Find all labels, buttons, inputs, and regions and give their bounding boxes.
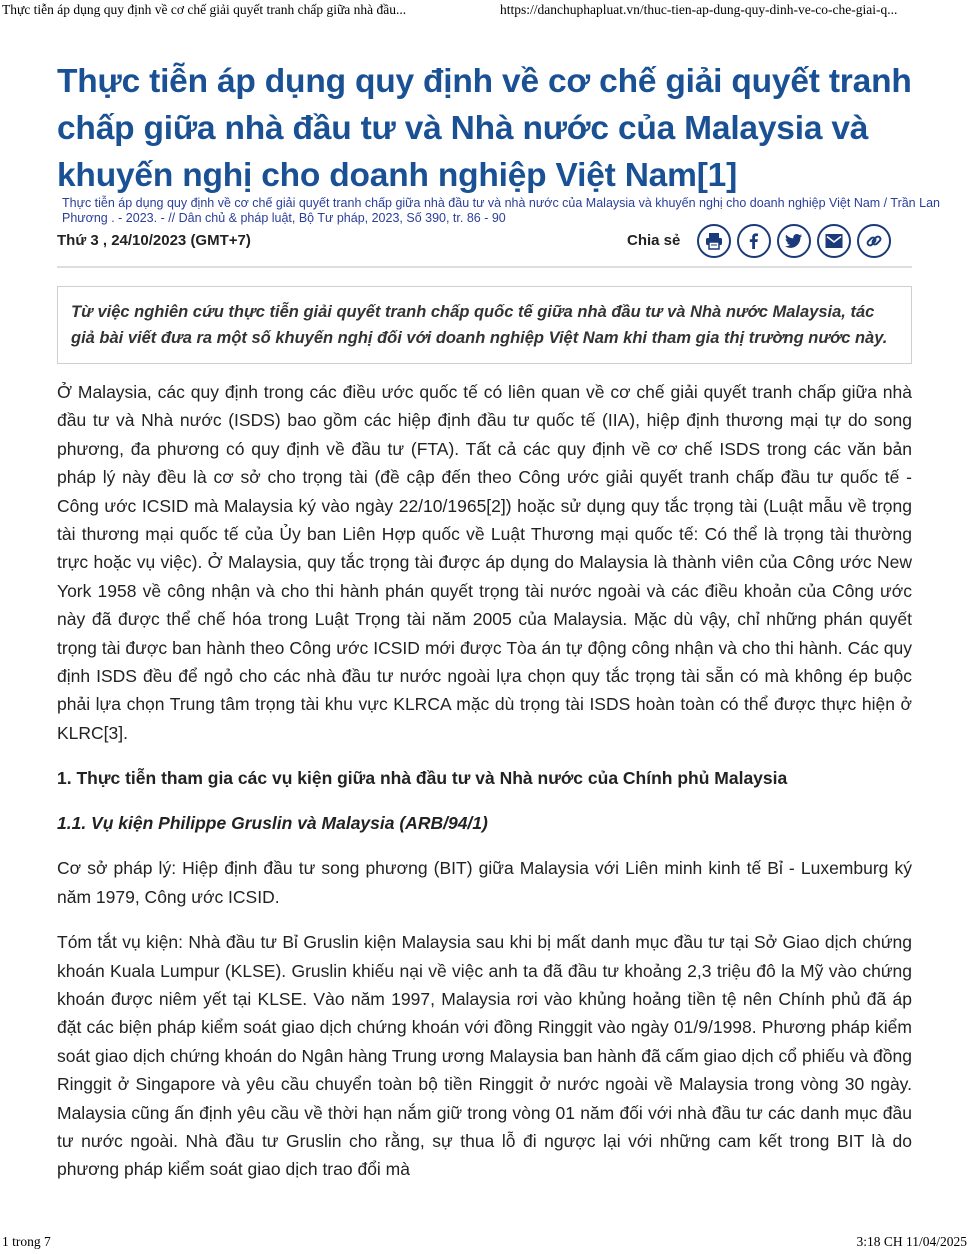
article	[57, 58, 940, 1180]
twitter-icon[interactable]	[777, 224, 811, 258]
paragraph: Tóm tắt vụ kiện: Nhà đầu tư Bỉ Gruslin kiện Malaysia sau khi bị mất danh mục đầu tư tại Sở Giao dịch chứng khoán Kuala Lumpur (KLSE). Gruslin khiếu nại về việc anh ta đã đầu tư khoảng 2,3 triệu đô la Mỹ vào chứng khoán được niêm yết tại KLSE. Vào năm 1997, Malaysia rơi vào khủng hoảng tiền tệ nên Chính phủ đã áp đặt các biện pháp kiểm soát giao dịch chứng khoán với đồng Ringgit vào ngày 01/9/1998. Phương pháp kiểm soát giao dịch chứng khoán do Ngân hàng Trung ương Malaysia ban hành đã cấm giao dịch cổ phiếu và đồng Ringgit ở Singapore và yêu cầu chuyển toàn bộ tiền Ringgit ở nước ngoài về Malaysia trong vòng 30 ngày. Malaysia cũng ấn định yêu cầu về thời hạn nắm giữ trong vòng 01 năm đối với nhà đầu tư các danh mục đầu tư nước ngoài. Nhà đầu tư Gruslin cho rằng, sự thua lỗ đi ngược lại với những cam kết trong BIT là do phương pháp kiểm soát giao dịch trao đổi mà	[57, 932, 912, 1180]
meta-row	[57, 230, 912, 270]
article-body	[57, 378, 912, 1201]
print-timestamp: 3:18 CH 11/04/2025	[856, 1234, 967, 1249]
subsection-heading: 1.1. Vụ kiện Philippe Gruslin và Malaysia (ARB/94/1)	[57, 813, 488, 834]
paragraph: Cơ sở pháp lý: Hiệp định đầu tư song phương (BIT) giữa Malaysia với Liên minh kinh tế Bỉ - Luxemburg ký năm 1979, Công ước ICSID.	[57, 858, 912, 907]
share-label: Chia sẻ	[627, 232, 681, 249]
page-counter: 1 trong 7	[2, 1234, 51, 1249]
section-heading: 1. Thực tiễn tham gia các vụ kiện giữa nhà đầu tư và Nhà nước của Chính phủ Malaysia	[57, 768, 788, 789]
link-icon[interactable]	[857, 224, 891, 258]
printer-icon[interactable]	[697, 224, 731, 258]
article-title	[57, 58, 912, 199]
divider	[57, 266, 912, 268]
print-header-url: https://danchuphapluat.vn/thuc-tien-ap-dung-quy-dinh-ve-co-che-giai-q...	[500, 2, 898, 17]
citation-link[interactable]	[62, 196, 967, 226]
print-header	[2, 2, 967, 20]
article-title-line: Thực tiễn áp dụng quy định về cơ chế giải quyết tranh	[57, 63, 912, 100]
article-title-line: chấp giữa nhà đầu tư và Nhà nước của Malaysia và	[57, 110, 869, 147]
email-icon[interactable]	[817, 224, 851, 258]
publish-date: Thứ 3 , 24/10/2023 (GMT+7)	[57, 232, 251, 249]
paragraph: Ở Malaysia, các quy định trong các điều ước quốc tế có liên quan về cơ chế giải quyết tranh chấp giữa nhà đầu tư và Nhà nước (ISDS) bao gồm các hiệp định đầu tư quốc tế (IIA), hiệp định thương mại tự do song phương, đa phương có quy định về đầu tư (FTA). Tất cả các quy định về cơ chế ISDS trong các văn bản pháp lý này đều là cơ sở cho trọng tài (đề cập đến theo Công ước giải quyết tranh chấp đầu tư quốc tế - Công ước ICSID mà Malaysia ký vào ngày 22/10/1965[2]) hoặc sử dụng quy tắc trọng tài (Luật mẫu về trọng tài thương mại quốc tế của Ủy ban Liên Hợp quốc về Luật Thương mại quốc tế: Có thể là trọng tài thường trực hoặc vụ việc). Ở Malaysia, quy tắc trọng tài được áp dụng do Malaysia là thành viên của Công ước New York 1958 về công nhận và cho thi hành phán quyết trọng tài nước ngoài và các điều khoản của Công ước này đã được thể chế hóa trong Luật Trọng tài năm 2005 của Malaysia. Mặc dù vậy, chỉ những phán quyết trọng tài được ban hành theo Công ước ICSID mới được Tòa án tự động công nhận và cho thi hành. Các quy định ISDS đều để ngỏ cho các nhà đầu tư nước ngoài lựa chọn quy tắc trọng tài sẵn có mà không ép buộc phải lựa chọn Trung tâm trọng tài khu vực KLRCA mặc dù trọng tài ISDS hoàn toàn có thể được thực hiện ở KLRC[3].	[57, 382, 912, 743]
print-footer	[2, 1234, 967, 1252]
print-header-title: Thực tiễn áp dụng quy định về cơ chế giải quyết tranh chấp giữa nhà đầu...	[2, 2, 407, 17]
article-title-line: khuyến nghị cho doanh nghiệp Việt Nam[1]	[57, 157, 738, 194]
facebook-icon[interactable]	[737, 224, 771, 258]
article-summary: Từ việc nghiên cứu thực tiễn giải quyết tranh chấp quốc tế giữa nhà đầu tư và Nhà nước Malaysia, tác giả bài viết đưa ra một số khuyến nghị đối với doanh nghiệp Việt Nam khi tham gia thị trường nước này.	[57, 286, 912, 364]
share-icons	[697, 224, 891, 258]
citation-text[interactable]: Thực tiễn áp dụng quy định về cơ chế giải quyết tranh chấp giữa nhà đầu tư và nhà nước của Malaysia và khuyến nghị cho doanh nghiệp Việt Nam / Trần Lan Phương . - 2023. - // Dân chủ & pháp luật, Bộ Tư pháp, 2023, Số 390, tr. 86 - 90	[62, 196, 940, 225]
